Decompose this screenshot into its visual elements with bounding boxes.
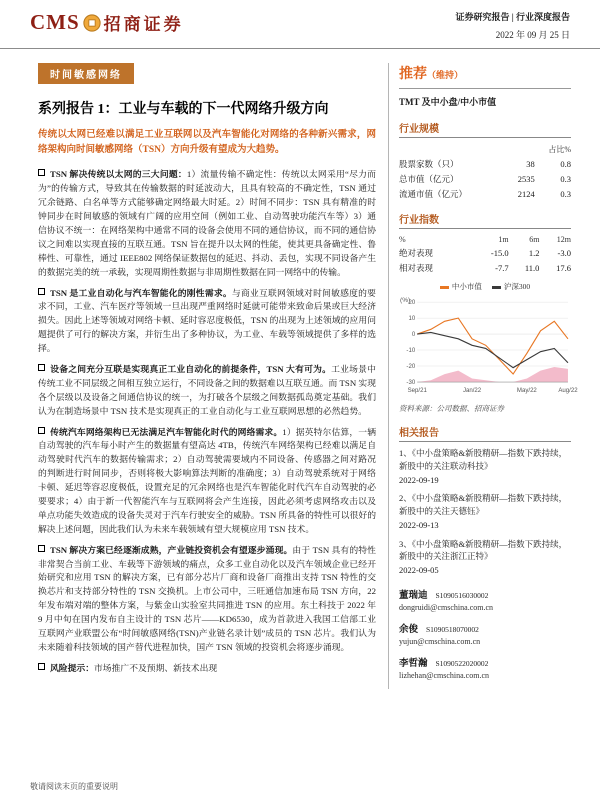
cms-logo [30, 10, 184, 35]
section-industry-index: 行业指数 [399, 211, 571, 229]
scale-col-header: 占比% [548, 145, 571, 154]
report-item-date: 2022-09-13 [399, 519, 439, 530]
rating-label: 推荐 [399, 67, 427, 82]
legend-swatch-smallcap [440, 286, 449, 289]
report-date: 2022 年 09 月 25 日 [495, 30, 570, 40]
legend-label-smallcap: 中小市值 [451, 282, 482, 291]
svg-text:-20: -20 [406, 364, 416, 371]
performance-chart [399, 294, 578, 400]
analyst-card: 余俊 S1090518070002 yujun@cmschina.com.cn [399, 621, 571, 646]
bullet-text: 1）据英特尔估算，一辆自动驾驶的汽车每小时产生的数据量有望高达 4TB，传统汽车网络架构已经难以满足自动驾驶时代汽车的数据传输需求；2）自动驾驶需要域内不同设备、传感器之间对路况的判断进行时间同步，否则将极大影响算法判断的准确度；3）自动驾驶系统对于网络卡顿、延迟等容忍度极低，设置充足的冗余网络也是汽车智能化时代汽车自动驾驶的必要要求；4）由于新一代智能汽车与互联网将会产生连接，因此必须考虑网络攻击以及单点功能失效造成的设备失灵对于汽车行驶安全的威胁。TSN 所具备的特性可以很好的解决上述问题，因此我们认为未来车载领域有望大规模应用 TSN 技术。 [38, 426, 376, 534]
svg-text:-10: -10 [406, 348, 416, 355]
related-report-link[interactable]: 2、《中小盘策略&新股精研—指数下跌持续，新股中的关注天德钰》 2022-09-13 [399, 492, 571, 531]
bullet-square-icon [38, 169, 45, 176]
svg-text:Aug/22: Aug/22 [558, 388, 578, 395]
analyst-card: 董瑞迪 S1090516030002 dongruidi@cmschina.com.cn [399, 587, 571, 612]
bullet-text: 与商业互联网领域对时间敏感度的要求不同，工业、汽车医疗等领域一旦出现严重网络时延就可能带来致命后果或巨大经济损失。因此上述等领域对网络卡顿、延时容忍度极低，TSN 的出现为上述领域的应用问题提供了可行的解决方案，并衍生出了多种协议，为工业、车载等领域提供了多样的选择。 [38, 287, 376, 354]
bullet-text: 由于 TSN 具有的特性非常契合当前工业、车载等下游领域的痛点，众多工业自动化以及汽车领域企业已经开始研究和应用 TSN 的解决方案，已有部分芯片厂商和设备厂商推出支持 TSN 特性的交换芯片和支持部分特性的 TSN 交换机。上市公司中，三旺通信加速布局 TSN 方向，22 年发布端对端的整体方案，与紫金山实验室共同推进 TSN 的应用。东土科技于 2022 年 9 月中旬在国内发布自主设计的 TSN 芯片——KD6530，成为首款进入我国工信部工业互联网产业联盟公布“时间敏感网络(TSN)产业链名录计划”成员的 TSN 芯片。我们认为未来随着科技领域的国产替代进程加快，国产 TSN 领域的投资机会将逐步涌现。 [38, 544, 376, 652]
svg-text:Jan/22: Jan/22 [462, 388, 482, 395]
related-report-link[interactable]: 1、《中小盘策略&新股精研—指数下跌持续，新股中的关注联动科技》 2022-09-19 [399, 447, 571, 486]
bullet-lead: 设备之间充分互联是实现真正工业自动化的前提条件，TSN 大有可为。 [50, 363, 332, 374]
bullet-lead: TSN 是工业自动化与汽车智能化的刚性需求。 [50, 287, 232, 298]
svg-text:-30: -30 [406, 380, 416, 387]
analyst-email-link[interactable]: lizhehan@cmschina.com.cn [399, 670, 489, 680]
risk-note [38, 662, 376, 676]
chart-legend [399, 281, 571, 292]
industry-scale-table [399, 143, 571, 201]
topic-tag: 时间敏感网络 [38, 63, 134, 84]
section-related-reports: 相关报告 [399, 424, 571, 442]
related-report-link[interactable]: 3、《中小盘策略&新股精研—指数下跌持续，新股中的关注浙江正特》 2022-09-05 [399, 538, 571, 577]
bullet-item [38, 287, 376, 356]
bullet-square-icon [38, 364, 45, 371]
bullet-lead: TSN 解决传统以太网的三大问题： [50, 169, 187, 180]
legend-swatch-csi300 [492, 286, 501, 289]
bullet-square-icon [38, 427, 45, 434]
bullet-lead: 传统汽车网络架构已无法满足汽车智能化时代的网络需求。 [50, 426, 283, 437]
cms-logo-chinese: 招商证券 [103, 15, 184, 34]
svg-text:0: 0 [411, 332, 416, 339]
sector-label: TMT 及中小盘/中小市值 [399, 97, 497, 107]
main-column [38, 63, 388, 689]
bullet-square-icon [38, 545, 45, 552]
cms-coin-icon [83, 14, 101, 32]
abstract-highlight: 传统以太网已经难以满足工业互联网以及汽车智能化对网络的各种新兴需求，网络架构向时间敏感网络（TSN）方向升级有望成为大趋势。 [38, 130, 376, 156]
legend-label-csi300: 沪深300 [503, 282, 531, 291]
table-row: 相对表现 -7.7 11.0 17.6 [399, 262, 571, 273]
bullet-item [38, 544, 376, 655]
bullet-square-icon [38, 663, 45, 670]
chart-source-note: 资料来源：公司数据、招商证券 [399, 404, 504, 414]
bullet-item [38, 426, 376, 537]
footer-disclaimer: 敬请阅读末页的重要说明 [30, 782, 118, 791]
cms-logo-text: CMS [30, 10, 80, 34]
section-industry-scale: 行业规模 [399, 120, 571, 138]
industry-index-table [399, 234, 571, 275]
table-row: 股票家数（只） 38 0.8 [399, 158, 571, 169]
analyst-card: 李哲瀚 S1090522020002 lizhehan@cmschina.com.cn [399, 655, 571, 680]
report-item-date: 2022-09-19 [399, 474, 439, 485]
rating-status: （维持） [427, 70, 464, 80]
svg-text:May/22: May/22 [516, 388, 537, 395]
page-title: 系列报告 1：工业与车载的下一代网络升级方向 [38, 102, 329, 117]
report-item-date: 2022-09-05 [399, 565, 439, 576]
table-row: 总市值（亿元） 2535 0.3 [399, 173, 571, 184]
rating-block [399, 63, 571, 89]
svg-text:Sep/21: Sep/21 [407, 388, 427, 395]
bullet-text: 工业场景中传统工业不同层级之间相互独立运行，不同设备之间的数据难以互联互通。而 TSN 实现各个层级以及设备之间通信协议的统一，为打破各个层级之间数据孤岛奠定基础。我们认为在制造场景中 TSN 技术是实现真正的工业自动化与工业互联网思想的必然趋势。 [38, 363, 376, 416]
analyst-email-link[interactable]: dongruidi@cmschina.com.cn [399, 602, 494, 612]
report-type: 证券研究报告 | 行业深度报告 [455, 12, 570, 22]
svg-text:(%): (%) [400, 297, 411, 305]
table-row: 流通市值（亿元） 2124 0.3 [399, 188, 571, 199]
risk-lead: 风险提示： [50, 662, 94, 673]
analyst-list [399, 587, 571, 680]
bullet-square-icon [38, 288, 45, 295]
bullet-text: 1）流量传输不确定性：传统以太网采用“尽力而为”的传输方式，导致其在传输数据的时延波动大，且具有较高的不确定性，TSN 通过冗余链路、白名单等方式能够确定网络最大时延。2）时间不同步：TSN 具有精准的时钟同步在时间敏感的领域有广阔的应用空间（例如工业、自动驾驶功能汽车等）3）通信协议不统一：在网络架构中通常不同的设备会使用不同的通信协议，而不同的通信协议之间难以实现直接的互联互通。TSN 旨在提升以太网的性能，使其更具备确定性、鲁棒性、可靠性，通过 IEEE802 网络保证数据包的延迟、抖动、丢包，实现不同设备产生的数据完美的统一承载，实现周期性数据与非周期性数据在同一网络中的传输。 [38, 169, 376, 277]
table-row: 绝对表现 -15.0 1.2 -3.0 [399, 247, 571, 258]
table-header-row: % 1m 6m 12m [399, 235, 571, 244]
bullet-item [38, 363, 376, 419]
risk-text: 市场推广不及预期、新技术出现 [94, 662, 218, 673]
analyst-email-link[interactable]: yujun@cmschina.com.cn [399, 636, 481, 646]
header-meta [456, 10, 570, 41]
bullet-lead: TSN 解决方案已经逐渐成熟，产业链投资机会有望逐步涌现。 [50, 544, 293, 555]
bullet-item [38, 168, 376, 279]
svg-text:20: 20 [408, 300, 416, 307]
svg-text:10: 10 [408, 316, 416, 323]
industry-chart [399, 294, 578, 395]
page-header [0, 0, 600, 49]
sidebar [388, 63, 578, 689]
